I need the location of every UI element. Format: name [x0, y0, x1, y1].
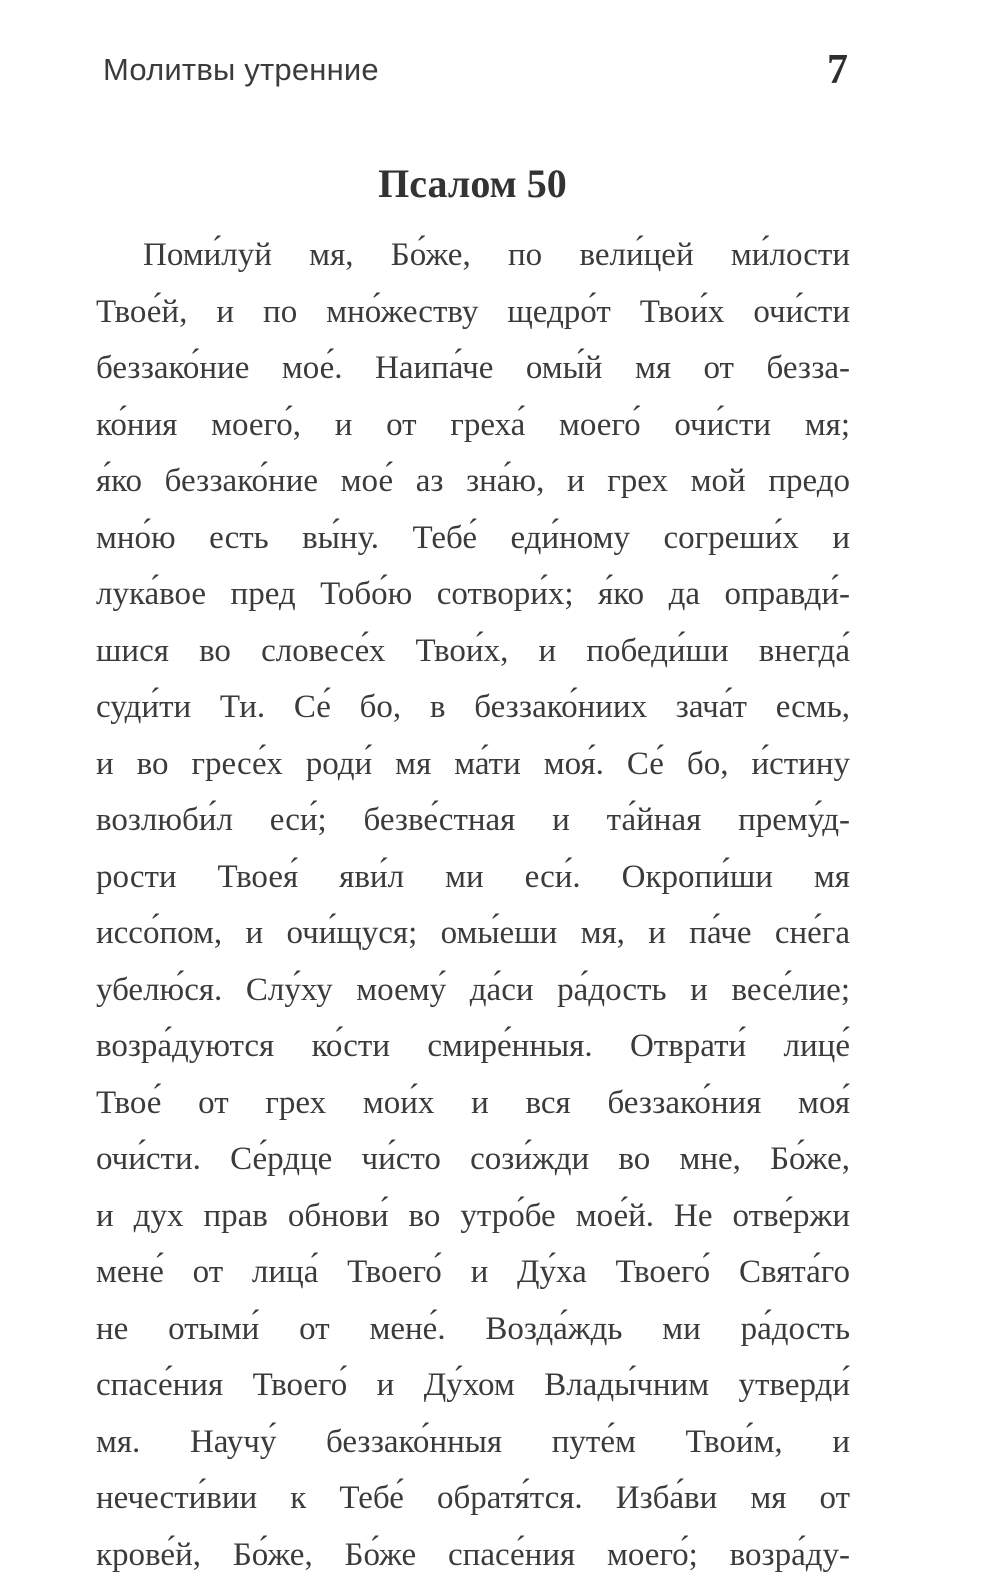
- text-line: ко́ния моего́, и от греха́ моего́ очи́сти мя;: [96, 397, 850, 454]
- text-line: убелю́ся. Слу́ху моему́ да́си ра́дость и весе́лие;: [96, 962, 850, 1019]
- text-line: я́ко беззако́ние мое́ аз зна́ю, и грех мой предо: [96, 453, 850, 510]
- psalm-body: [96, 227, 850, 1583]
- text-line: Твое́й, и по мно́жеству щедро́т Твои́х очи́сти: [96, 284, 850, 341]
- text-line: и дух прав обнови́ во утро́бе мое́й. Не отве́ржи: [96, 1188, 850, 1245]
- text-line: мене́ от лица́ Твоего́ и Ду́ха Твоего́ Свята́го: [96, 1244, 850, 1301]
- text-line: Поми́луй мя, Бо́же, по вели́цей ми́лости: [96, 227, 850, 284]
- page-number: 7: [827, 46, 848, 94]
- running-title: Молитвы утренние: [103, 52, 379, 88]
- text-line: не отыми́ от мене́. Возда́ждь ми ра́дость: [96, 1301, 850, 1358]
- text-line: Твое́ от грех мои́х и вся беззако́ния моя́: [96, 1075, 850, 1132]
- running-head: [103, 52, 848, 92]
- text-line: спасе́ния Твоего́ и Ду́хом Влады́чним утверди́: [96, 1357, 850, 1414]
- text-line: иссо́пом, и очи́щуся; омы́еши мя, и па́че сне́га: [96, 905, 850, 962]
- text-line: рости Твоея́ яви́л ми еси́. Окропи́ши мя: [96, 849, 850, 906]
- text-line: возлюби́л еси́; безве́стная и та́йная прему́д-: [96, 792, 850, 849]
- text-line: возра́дуются ко́сти смире́нныя. Отврати́ лице́: [96, 1018, 850, 1075]
- text-line: и во гресе́х роди́ мя ма́ти моя́. Се́ бо, и́стину: [96, 736, 850, 793]
- text-line: лука́вое пред Тобо́ю сотвори́х; я́ко да оправди́-: [96, 566, 850, 623]
- text-line: мно́ю есть вы́ну. Тебе́ еди́ному согреши́х и: [96, 510, 850, 567]
- psalm-title: Псалом 50: [0, 160, 945, 207]
- text-line: беззако́ние мое́. Наипа́че омы́й мя от безза-: [96, 340, 850, 397]
- text-line: шися во словесе́х Твои́х, и победи́ши внегда́: [96, 623, 850, 680]
- text-line: очи́сти. Се́рдце чи́сто сози́жди во мне, Бо́же,: [96, 1131, 850, 1188]
- text-line: суди́ти Ти. Се́ бо, в беззако́ниих зача́т есмь,: [96, 679, 850, 736]
- text-line: крове́й, Бо́же, Бо́же спасе́ния моего́; возра́ду-: [96, 1527, 850, 1583]
- text-line: нечести́вии к Тебе́ обратя́тся. Изба́ви мя от: [96, 1470, 850, 1527]
- text-line: мя. Научу́ беззако́нныя путе́м Твои́м, и: [96, 1414, 850, 1471]
